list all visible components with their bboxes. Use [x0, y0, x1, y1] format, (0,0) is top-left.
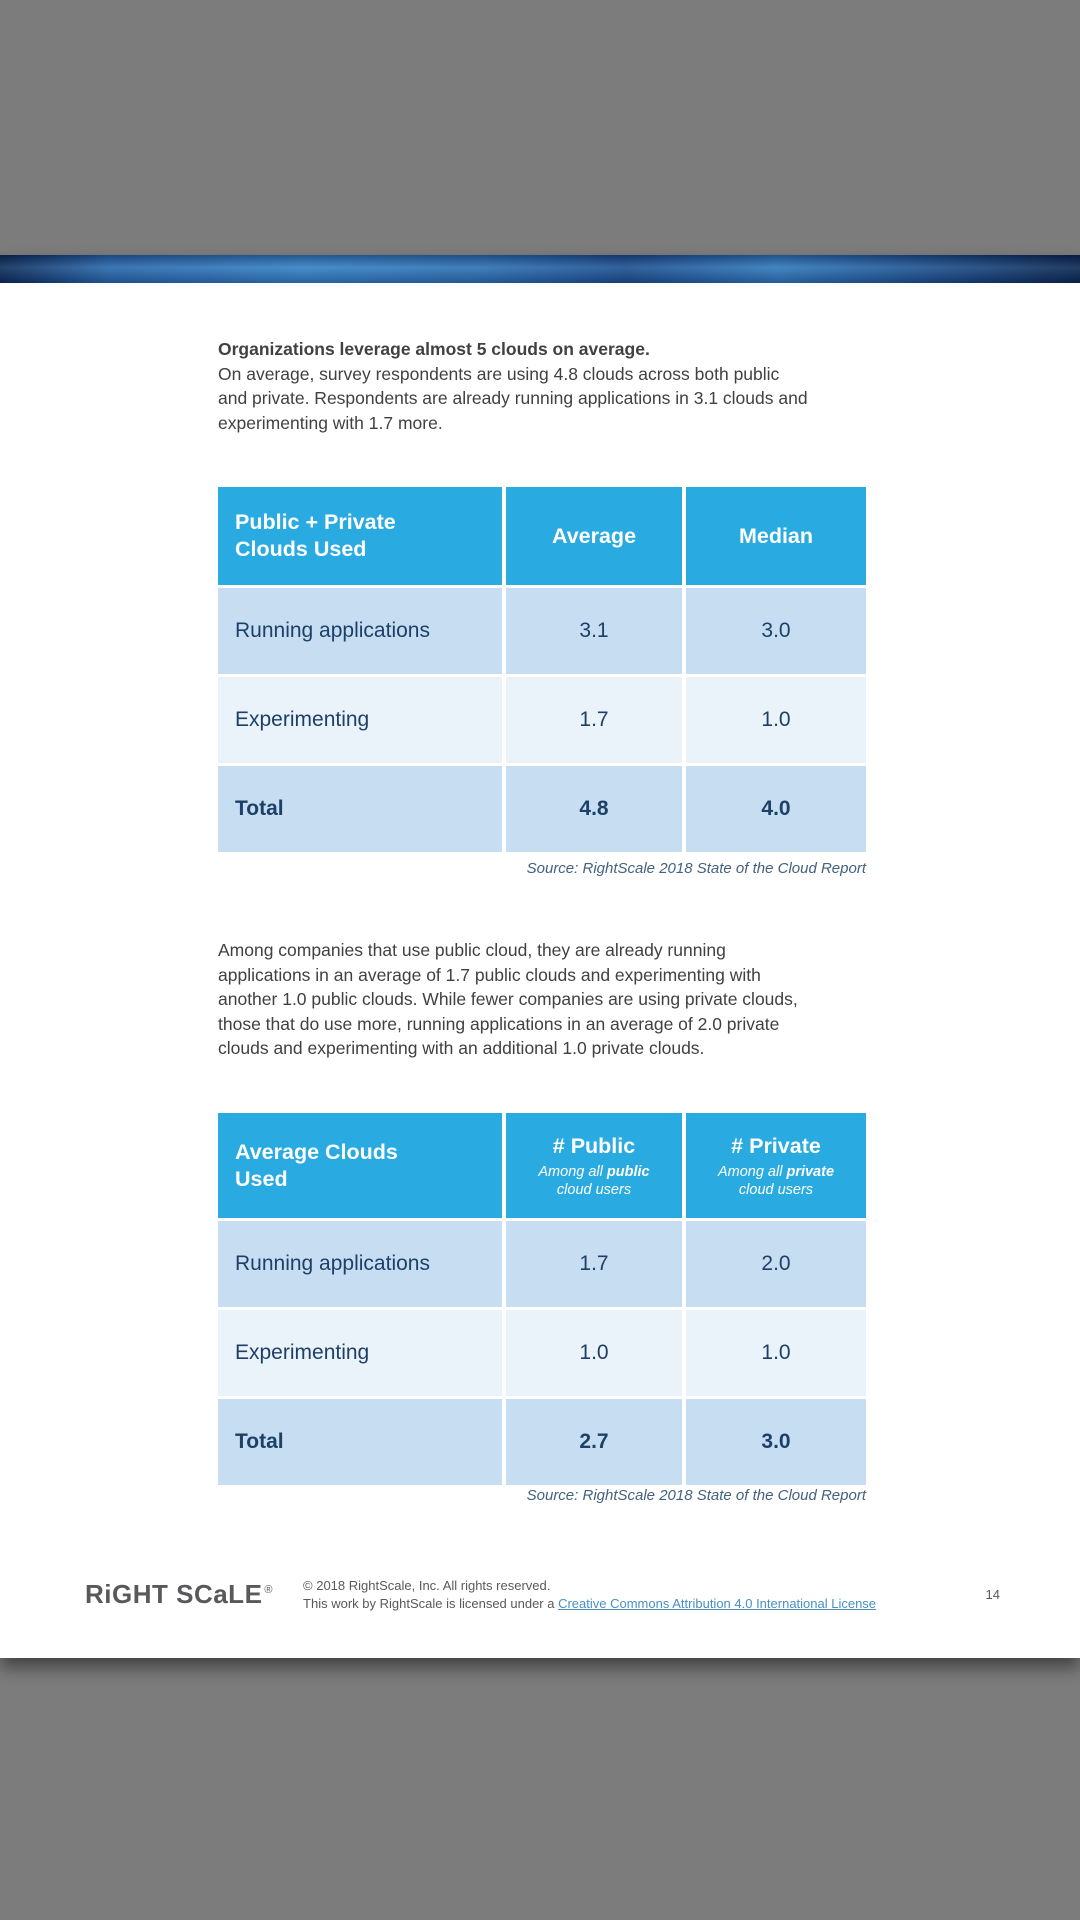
table-cell-label: Experimenting — [218, 1310, 502, 1396]
table1-header-median: Median — [686, 487, 866, 585]
paragraph-line: applications in an average of 1.7 public clouds and experimenting with — [218, 964, 761, 985]
table-cell-label: Experimenting — [218, 677, 502, 763]
table-cell-value: 3.0 — [686, 588, 866, 674]
public-column-subtitle: Among all public cloud users — [538, 1163, 650, 1198]
intro-line: and private. Respondents are already running applications in 3.1 clouds and — [218, 388, 808, 408]
intro-heading: Organizations leverage almost 5 clouds on average. — [218, 339, 650, 359]
table-cell-value: 1.0 — [506, 1310, 682, 1396]
paragraph-line: Among companies that use public cloud, they are already running — [218, 940, 726, 960]
average-clouds-table — [218, 1113, 866, 1485]
registered-trademark-icon: ® — [264, 1584, 274, 1596]
table-cell-label: Running applications — [218, 1221, 502, 1307]
table-cell-label: Total — [218, 766, 502, 852]
public-column-title: # Public — [552, 1133, 636, 1158]
public-private-clouds-table — [218, 487, 866, 852]
license-text: This work by RightScale is licensed under a Creative Commons Attribution 4.0 International License — [303, 1595, 877, 1611]
table-cell-value: 1.0 — [686, 677, 866, 763]
table-cell-value: 2.0 — [686, 1221, 866, 1307]
table1-header-col1-line1: Public + Private — [235, 510, 396, 534]
source-caption: Source: RightScale 2018 State of the Cloud Report — [526, 860, 866, 877]
table1-header-average: Average — [506, 487, 682, 585]
report-page — [0, 255, 1080, 1658]
table-cell-value: 3.1 — [506, 588, 682, 674]
table-cell-label: Total — [218, 1399, 502, 1485]
table2-header-public — [506, 1113, 682, 1218]
intro-line: experimenting with 1.7 more. — [218, 412, 443, 433]
table1-header-col1-line2: Clouds Used — [235, 537, 367, 561]
table2-header-col1-line2: Used — [235, 1166, 288, 1191]
paragraph-line: another 1.0 public clouds. While fewer companies are using private clouds, — [218, 989, 798, 1009]
table-cell-value: 2.7 — [506, 1399, 682, 1485]
table-cell-value: 1.7 — [506, 1221, 682, 1307]
table-cell-label: Running applications — [218, 588, 502, 674]
copyright-text: © 2018 RightScale, Inc. All rights reserved. — [303, 1578, 551, 1593]
table2-header-average-clouds-used — [218, 1113, 502, 1218]
body-paragraph — [218, 938, 908, 1061]
intro-section — [218, 337, 898, 435]
rightscale-logo: RiGHT SCaLE ® — [85, 1579, 274, 1609]
paragraph-line: those that do use more, running applications in an average of 2.0 private — [218, 1013, 780, 1034]
table1-header-clouds-used — [218, 487, 502, 585]
footer-legal-text — [303, 1577, 966, 1612]
table-cell-value: 3.0 — [686, 1399, 866, 1485]
table2-header-private — [686, 1113, 866, 1218]
table-cell-value: 4.8 — [506, 766, 682, 852]
paragraph-line: clouds and experimenting with an additional 1.0 private clouds. — [218, 1038, 705, 1058]
table-cell-value: 1.7 — [506, 677, 682, 763]
page-footer — [85, 1577, 1000, 1612]
table-cell-value: 1.0 — [686, 1310, 866, 1396]
table-cell-value: 4.0 — [686, 766, 866, 852]
table2-header-col1-line1: Average Clouds — [235, 1139, 398, 1164]
source-caption: Source: RightScale 2018 State of the Cloud Report — [526, 1487, 866, 1504]
page-number: 14 — [985, 1587, 1000, 1602]
private-column-title: # Private — [731, 1133, 821, 1158]
private-column-subtitle: Among all private cloud users — [717, 1163, 835, 1198]
license-link[interactable]: Creative Commons Attribution 4.0 International License — [558, 1595, 877, 1611]
page-top-banner — [0, 255, 1080, 283]
intro-line: On average, survey respondents are using 4.8 clouds across both public — [218, 363, 780, 384]
